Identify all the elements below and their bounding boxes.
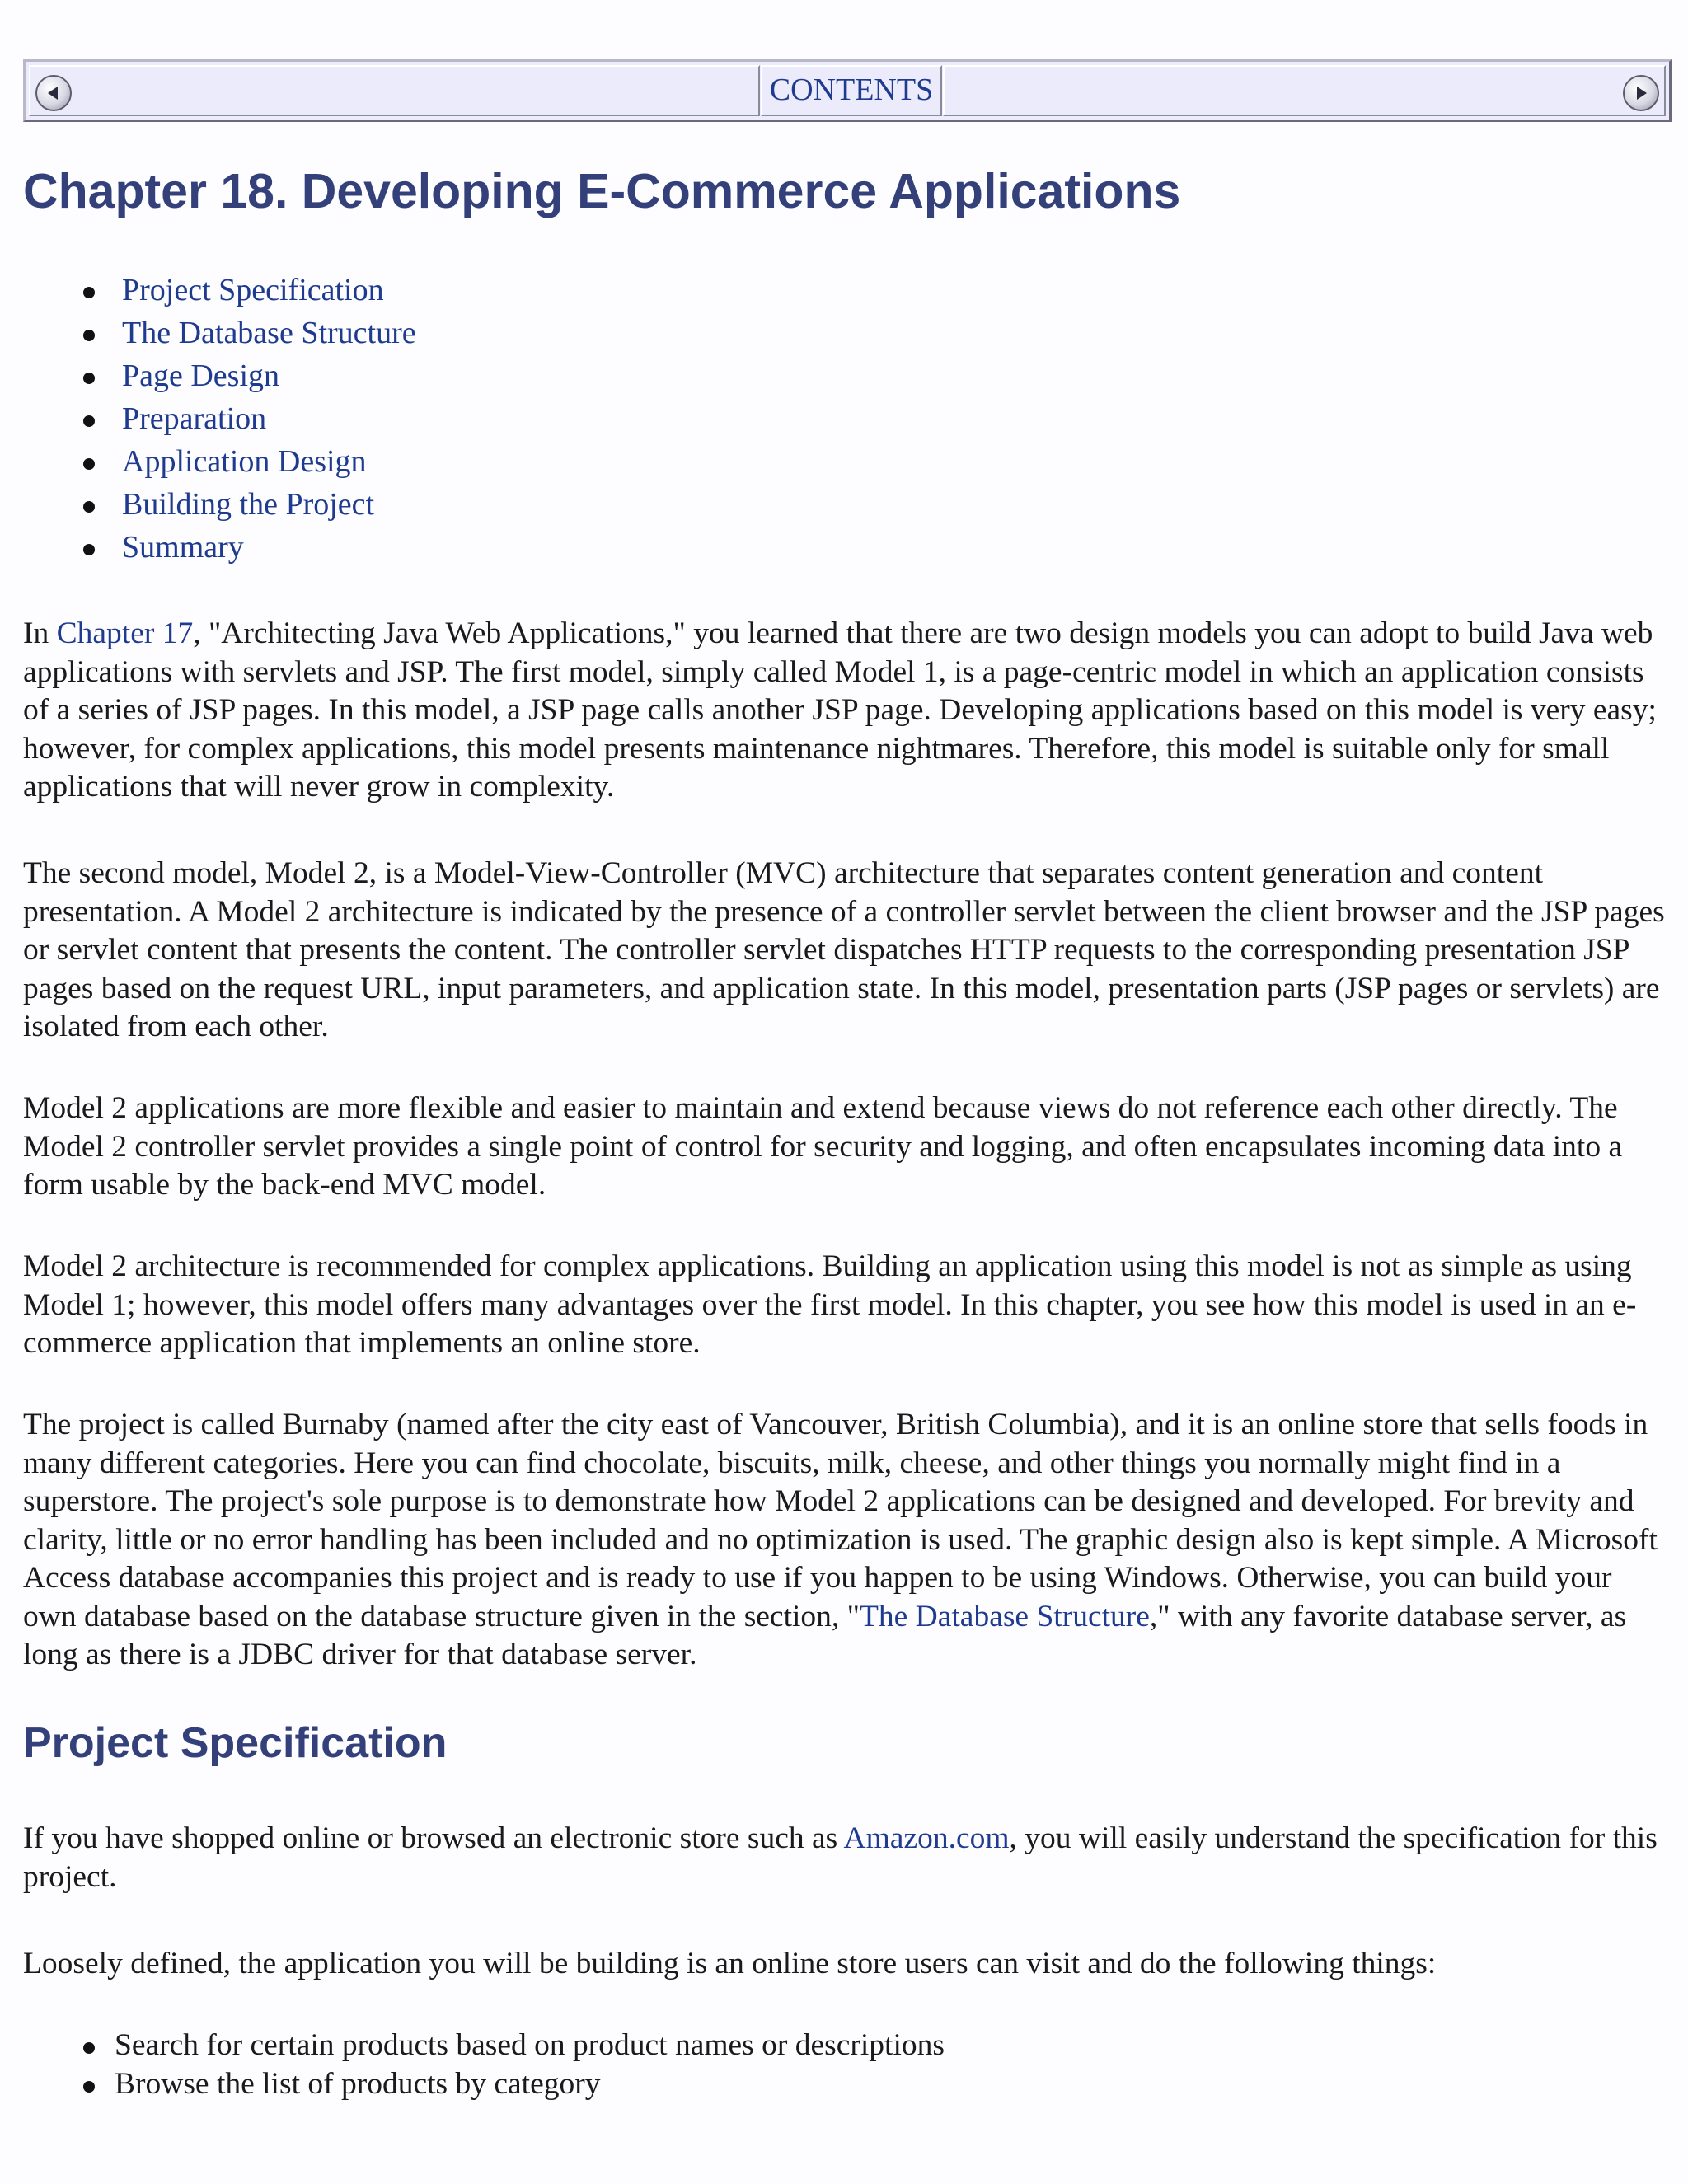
toc-item bbox=[122, 483, 416, 526]
nav-cell-left bbox=[29, 65, 760, 116]
next-arrow-icon[interactable] bbox=[1623, 75, 1659, 111]
navigation-bar bbox=[23, 59, 1672, 122]
paragraph-text: ," with any favorite database server, as long as there is a JDBC driver for that database server. bbox=[23, 1599, 1627, 1671]
list-item: Search for certain products based on product names or descriptions bbox=[115, 2026, 945, 2064]
amazon-link[interactable]: Amazon.com bbox=[843, 1821, 1010, 1855]
feature-list bbox=[115, 2026, 945, 2103]
paragraph-model-2-benefits: Model 2 applications are more flexible and easier to maintain and extend because views do not reference each other directly. The Model 2 controller servlet provides a single point of control for security and logging, and often encapsulates incoming data into a form usable by the back-end MVC model. bbox=[23, 1091, 1623, 1202]
table-of-contents bbox=[122, 269, 416, 569]
toc-item bbox=[122, 397, 416, 440]
toc-link-application-design[interactable]: Application Design bbox=[122, 444, 367, 479]
toc-link-project-specification[interactable]: Project Specification bbox=[122, 273, 384, 307]
section-title: Project Specification bbox=[23, 1719, 448, 1767]
toc-link-summary[interactable]: Summary bbox=[122, 530, 244, 565]
toc-item bbox=[122, 269, 416, 312]
paragraph-text: , "Architecting Java Web Applications," you learned that there are two design models you can adopt to build Java web applications with servlets and JSP. The first model, simply called Model 1, is a page-centric model in which an application consists of a series of JSP pages. In this model, a JSP page calls another JSP page. Developing applications based on this model is very easy; however, for complex applications, this model presents maintenance nightmares. Therefore, this model is suitable only for small applications that will never grow in complexity. bbox=[23, 616, 1657, 804]
chapter-17-link[interactable]: Chapter 17 bbox=[56, 616, 194, 650]
paragraph-loosely-defined: Loosely defined, the application you will be building is an online store users can visit and do the following things: bbox=[23, 1947, 1437, 1980]
paragraph-model-2-recommendation: Model 2 architecture is recommended for complex applications. Building an application using this model is not as simple as using Model 1; however, this model offers many advantages over the first model. In this chapter, you see how this model is used in an e-commerce application that implements an online store. bbox=[23, 1249, 1637, 1360]
chapter-title: Chapter 18. Developing E-Commerce Applications bbox=[23, 164, 1181, 218]
list-item: Browse the list of products by category bbox=[115, 2064, 945, 2103]
paragraph-text: , you will easily understand the specification for this project. bbox=[23, 1821, 1658, 1894]
paragraph-model-2: The second model, Model 2, is a Model-View-Controller (MVC) architecture that separates content generation and content presentation. A Model 2 architecture is indicated by the presence of a controller servlet between the client browser and the JSP pages or servlet content that presents the content. The controller servlet dispatches HTTP requests to the corresponding presentation JSP pages based on the request URL, input parameters, and application state. In this model, presentation parts (JSP pages or servlets) are isolated from each other. bbox=[23, 856, 1665, 1043]
toc-link-building-project[interactable]: Building the Project bbox=[122, 487, 375, 522]
paragraph-intro bbox=[23, 615, 1667, 807]
toc-link-page-design[interactable]: Page Design bbox=[122, 359, 280, 393]
toc-item bbox=[122, 354, 416, 397]
paragraph-text: If you have shopped online or browsed an electronic store such as bbox=[23, 1821, 844, 1855]
toc-item bbox=[122, 526, 416, 569]
nav-cell-contents bbox=[761, 65, 942, 116]
toc-link-preparation[interactable]: Preparation bbox=[122, 401, 267, 436]
contents-link[interactable]: CONTENTS bbox=[769, 73, 934, 107]
previous-arrow-icon[interactable] bbox=[35, 75, 72, 111]
database-structure-link[interactable]: The Database Structure bbox=[859, 1599, 1150, 1633]
toc-item bbox=[122, 312, 416, 354]
paragraph-specification bbox=[23, 1820, 1667, 1896]
nav-cell-right bbox=[943, 65, 1666, 116]
paragraph-text: The project is called Burnaby (named after the city east of Vancouver, British Columbia), and it is an online store that sells foods in many different categories. Here you can find chocolate, biscuits, milk, cheese, and other things you normally might find in a superstore. The project's sole purpose is to demonstrate how Model 2 applications can be designed and developed. For brevity and clarity, little or no error handling has been included and no optimization is used. The graphic design also is kept simple. A Microsoft Access database accompanies this project and is ready to use if you happen to be using Windows. Otherwise, you can build your own database based on the database structure given in the section, " bbox=[23, 1408, 1658, 1633]
paragraph-project-burnaby bbox=[23, 1406, 1667, 1675]
toc-link-database-structure[interactable]: The Database Structure bbox=[122, 316, 416, 350]
paragraph-text: In bbox=[23, 616, 57, 650]
toc-item bbox=[122, 440, 416, 483]
